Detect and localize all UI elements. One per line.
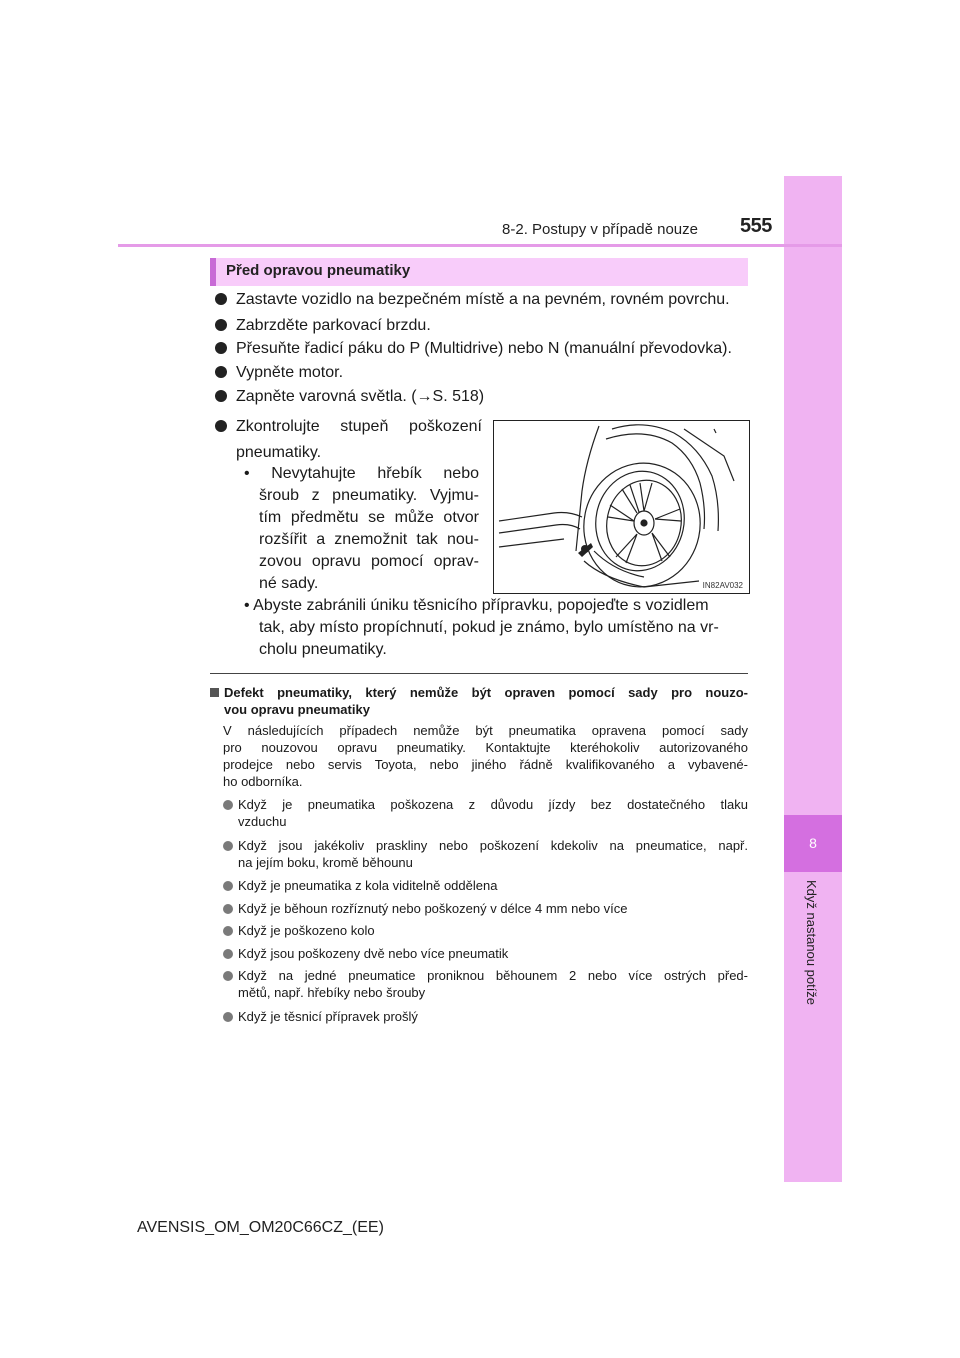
bullet-item: Zastavte vozidlo na bezpečném místě a na pevném, rovném povrchu. [215,291,730,309]
bullet-dot-icon [215,420,227,432]
sub-bullet-line: cholu pneumatiky. [259,641,387,658]
car-wheel-tire-illustration [494,421,749,593]
list-item: Když jsou jakékoliv praskliny nebo poškození kdekoliv na pneumatice, např. na jejím boku, kromě běhounu [223,837,748,871]
tire-illustration [493,420,750,594]
sub-bullet-line: né sady. [259,575,319,592]
bullet-item: Vypněte motor. [215,364,343,382]
sub-bullet-line: tím předmětu se může otvor [259,509,479,526]
footer-document-code: AVENSIS_OM_OM20C66CZ_(EE) [137,1219,384,1236]
bullet-dot-icon [215,319,227,331]
illustration-code: IN82AV032 [702,581,743,590]
chapter-number-tab [784,815,842,872]
chapter-number: 8 [809,835,817,851]
bullet-item-check-damage: Zkontrolujte stupeň poškození [215,418,482,436]
bullet-dot-icon [215,366,227,378]
sub-bullet-line: šroub z pneumatiky. Vyjmu- [259,487,479,504]
page-number: 555 [740,215,772,237]
chapter-title: Když nastanou potíže [804,880,819,1006]
bullet-item: Zapněte varovná světla. (→S. 518) [215,388,484,406]
header-section-title: 8-2. Postupy v případě nouze [502,221,698,238]
note-paragraph: V následujících případech nemůže být pneumatika opravena pomocí sady pro nouzovou opravu pneumatiky. Kontaktujte kteréhokoliv autorizovaného prodejce nebo servis Toyota, nebo jiného řádně kvalifikovaného a vybavené- ho odborníka. [223,723,748,789]
bullet-item: Zabrzděte parkovací brzdu. [215,317,431,335]
section-heading-box [210,258,748,286]
sub-bullet-line: • Abyste zabránili úniku těsnicího přípravku, popojeďte s vozidlem [244,597,709,614]
bullet-dot-icon [215,390,227,402]
list-item: Když na jedné pneumatice proniknou běhounem 2 nebo více ostrých před- mětů, např. hřebíky nebo šrouby [223,967,748,1001]
bullet-dot-icon [215,293,227,305]
square-marker-icon [210,688,219,697]
bullet-item: Přesuňte řadicí páku do P (Multidrive) nebo N (manuální převodovka). [215,340,732,358]
list-item: Když je poškozeno kolo [223,922,748,939]
bullet-dot-icon [223,1012,233,1022]
bullet-dot-icon [223,841,233,851]
section-heading: Před opravou pneumatiky [226,262,411,279]
section-heading-marker [210,258,216,286]
sub-bullet-line: • Nevytahujte hřebík nebo [244,465,479,482]
bullet-dot-icon [223,926,233,936]
bullet-dot-icon [223,904,233,914]
list-item: Když je běhoun rozříznutý nebo poškozený v délce 4 mm nebo více [223,900,748,917]
bullet-dot-icon [223,800,233,810]
header-rule [118,244,842,247]
list-item: Když je těsnicí přípravek prošlý [223,1008,748,1025]
list-item: Když je pneumatika poškozena z důvodu jízdy bez dostatečného tlaku vzduchu [223,796,748,830]
bullet-dot-icon [223,949,233,959]
bullet-dot-icon [223,971,233,981]
list-item: Když je pneumatika z kola viditelně oddělena [223,877,748,894]
section-divider [210,673,748,674]
sub-bullet-line: zovou opravu pomocí oprav- [259,553,479,570]
sub-bullet-line: tak, aby místo propíchnutí, pokud je známo, bylo umístěno na vr- [259,619,719,636]
bullet-dot-icon [223,881,233,891]
check-line2: pneumatiky. [236,444,322,461]
bullet-dot-icon [215,342,227,354]
sub-bullet-line: rozšířit a znemožnit tak nou- [259,531,479,548]
note-title: Defekt pneumatiky, který nemůže být opraven pomocí sady pro nouzo- vou opravu pneumatiky [210,684,748,718]
list-item: Když jsou poškozeny dvě nebo více pneumatik [223,945,748,962]
